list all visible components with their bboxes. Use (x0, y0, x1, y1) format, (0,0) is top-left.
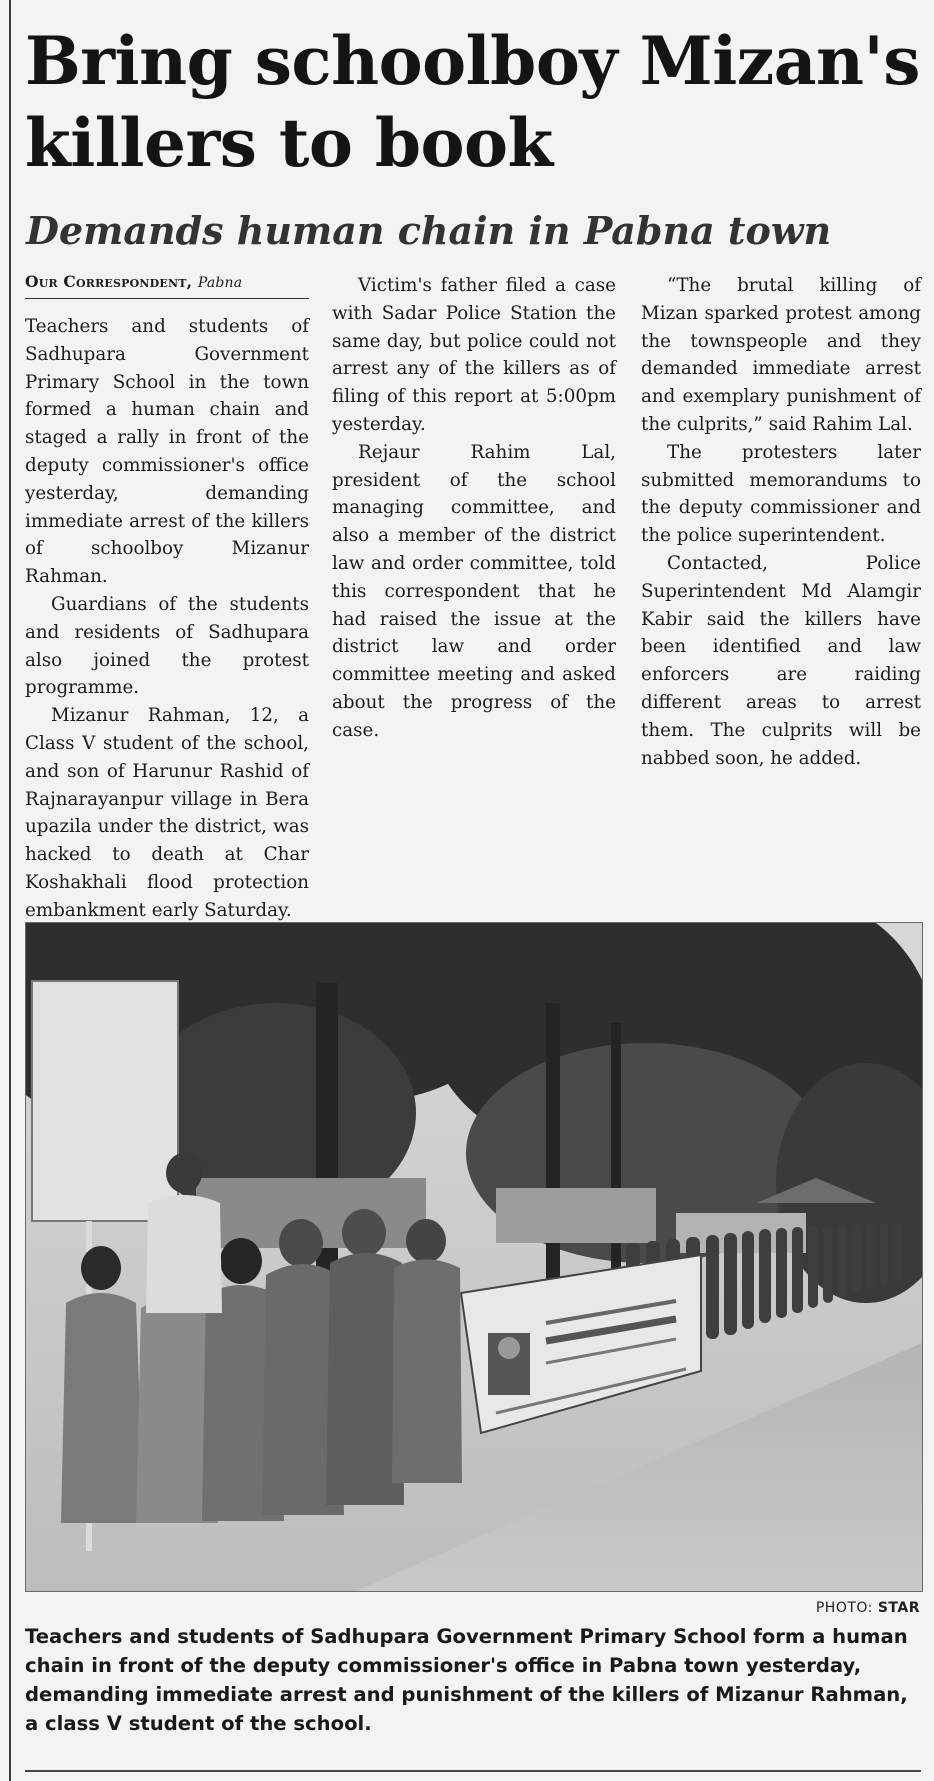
headline-line-1: Bring schoolboy Mizan's (25, 22, 920, 100)
byline-author: Our Correspondent, (25, 272, 193, 291)
headline (25, 20, 925, 184)
article-column-3 (641, 272, 921, 772)
body-paragraph-5: Rejaur Rahim Lal, president of the school managing committee, and also a member of the district law and order committee, told this correspondent that he had raised the issue at the district law and order committee meeting and asked about the progress of the case. (332, 441, 616, 741)
body-paragraph-7: The protesters later submitted memorandums to the deputy commissioner and the police superintendent. (641, 441, 921, 547)
body-paragraph-6: “The brutal killing of Mizan sparked protest among the townspeople and they demanded immediate arrest and exemplary punishment of the culprits,” said Rahim Lal. (641, 275, 921, 435)
photo-caption: Teachers and students of Sadhupara Government Primary School form a human chain in front of the deputy commissioner's office in Pabna town yesterday, demanding immediate arrest and punishment of the killers of Mizanur Rahman, a class V student of the school. (25, 1625, 908, 1735)
subheadline: Demands human chain in Pabna town (26, 208, 832, 253)
body-paragraph-2: Guardians of the students and residents of Sadhupara also joined the protest programme. (25, 593, 309, 699)
bottom-rule (25, 1770, 921, 1772)
headline-line-2: killers to book (25, 104, 553, 182)
body-paragraph-4: Victim's father filed a case with Sadar Police Station the same day, but police could not arrest any of the killers as of filing of this report at 5:00pm yesterday. (332, 275, 616, 435)
left-column-rule (9, 0, 11, 1781)
news-photo (25, 922, 923, 1592)
body-paragraph-8: Contacted, Police Superintendent Md Alamgir Kabir said the killers have been identified and law enforcers are raiding different areas to arrest them. The culprits will be nabbed soon, he added. (641, 552, 921, 769)
byline-place: Pabna (197, 275, 243, 291)
photo-credit-label: PHOTO: (815, 1600, 873, 1616)
photo-credit-source: STAR (877, 1600, 920, 1616)
byline (25, 272, 309, 299)
article-column-2 (332, 272, 616, 745)
article-column-1 (25, 272, 309, 925)
photo-credit (816, 1600, 920, 1616)
body-paragraph-3: Mizanur Rahman, 12, a Class V student of the school, and son of Harunur Rashid of Rajnarayanpur village in Bera upazila under the district, was hacked to death at Char Koshakhali flood protection embankment early Saturday. (25, 705, 309, 921)
body-paragraph-1: Teachers and students of Sadhupara Government Primary School in the town formed a human chain and staged a rally in front of the deputy commissioner's office yesterday, demanding immediate arrest of the killers of schoolboy Mizanur Rahman. (25, 316, 309, 588)
